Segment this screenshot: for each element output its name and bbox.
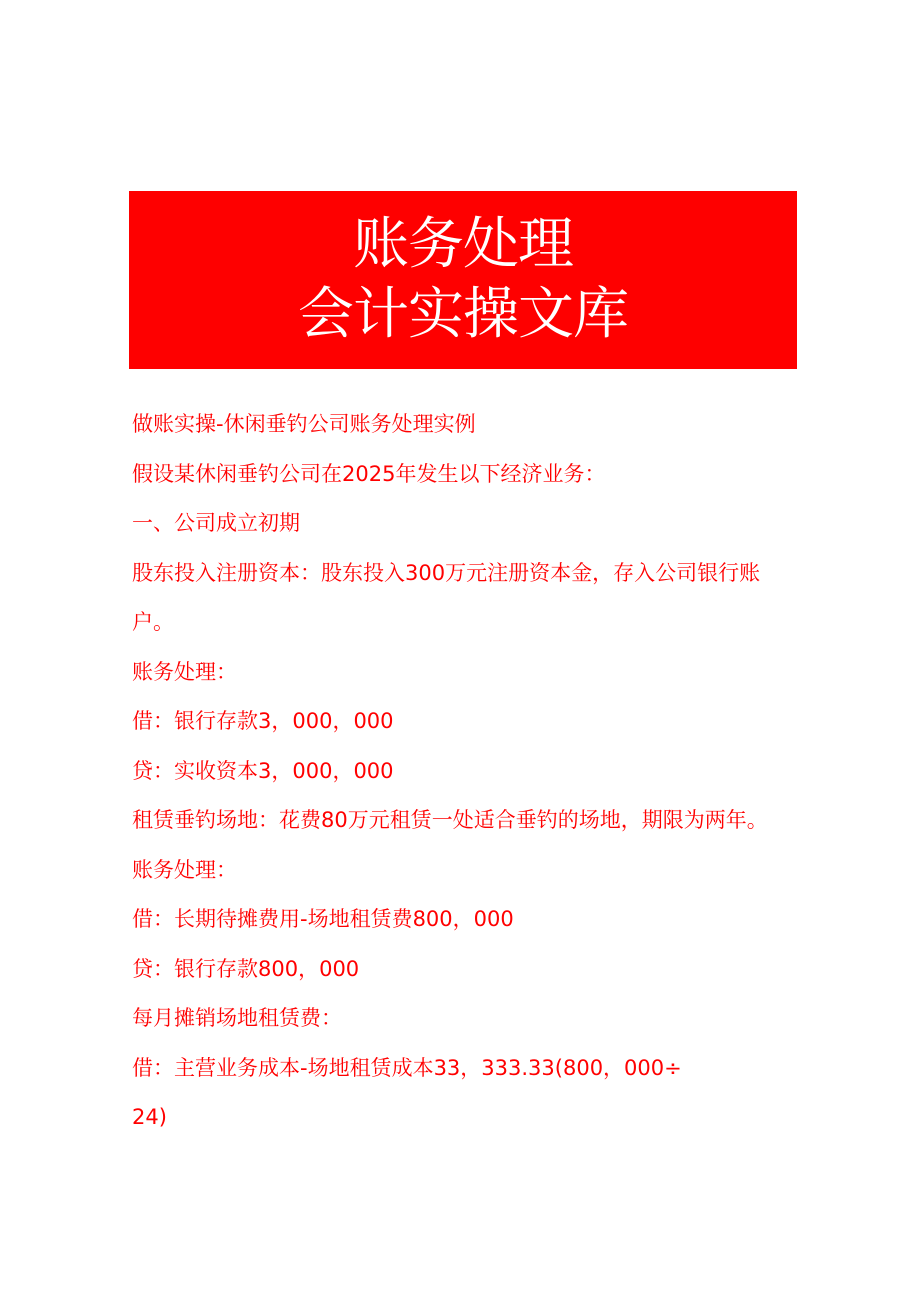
entry-label: 账务处理： <box>132 857 237 882</box>
entry-label: 账务处理： <box>132 659 237 684</box>
paragraph-line: 股东投入注册资本：股东投入300万元注册资本金，存入公司银行账 <box>132 560 761 585</box>
debit-entry: 借：主营业务成本-场地租赁成本33，333.33(800，000÷ <box>132 1055 682 1080</box>
document-body <box>132 400 772 1143</box>
paragraph-line: 户。 <box>132 610 174 634</box>
debit-entry-continued: 24) <box>132 1105 167 1129</box>
debit-entry: 借：长期待摊费用-场地租赁费800，000 <box>132 907 514 931</box>
entry-label: 每月摊销场地租赁费： <box>132 1006 342 1030</box>
credit-entry: 贷：银行存款800，000 <box>132 956 360 981</box>
banner-title: 账务处理 <box>353 212 573 277</box>
banner-subtitle: 会计实操文库 <box>298 282 628 347</box>
doc-intro: 假设某休闲垂钓公司在2025年发生以下经济业务： <box>132 461 606 486</box>
paragraph-line: 租赁垂钓场地：花费80万元租赁一处适合垂钓的场地，期限为两年。 <box>132 808 768 832</box>
doc-heading: 做账实操-休闲垂钓公司账务处理实例 <box>132 412 476 436</box>
section-heading: 一、公司成立初期 <box>132 511 300 535</box>
credit-entry: 贷：实收资本3，000，000 <box>132 758 394 783</box>
title-banner <box>129 191 797 369</box>
debit-entry: 借：银行存款3，000，000 <box>132 709 394 733</box>
